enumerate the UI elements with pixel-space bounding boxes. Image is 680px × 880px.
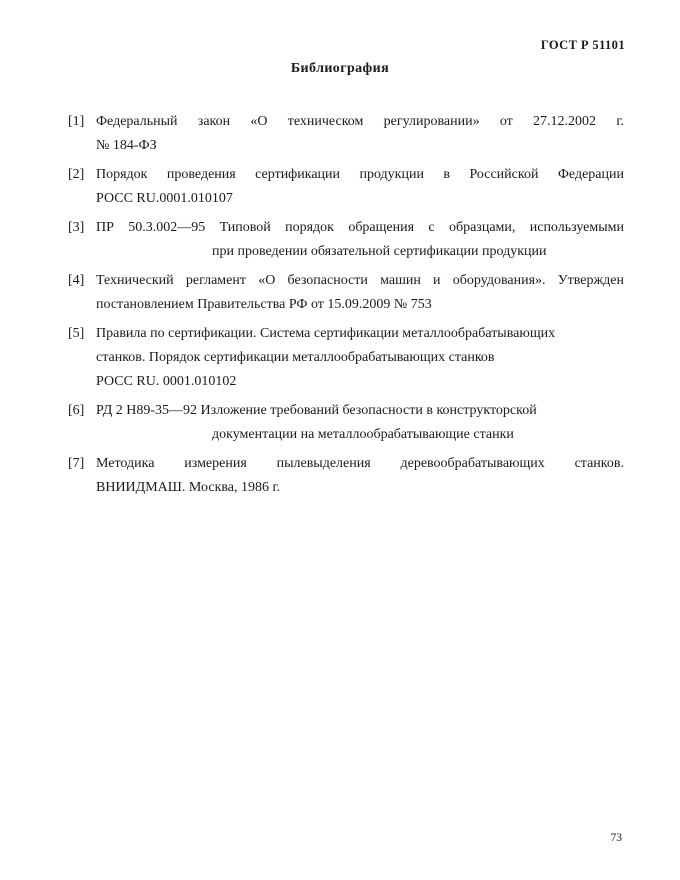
bibliography-list xyxy=(68,110,624,505)
entry-line: Федеральный закон «О техническом регулировании» от 27.12.2002 г. xyxy=(96,114,624,129)
entry-line: Технический регламент «О безопасности машин и оборудования». Утвержден xyxy=(96,273,624,288)
entry-line: № 184-ФЗ xyxy=(96,138,157,153)
entry-line: ВНИИДМАШ. Москва, 1986 г. xyxy=(96,480,281,495)
entry-line: при проведении обязательной сертификации продукции xyxy=(212,244,547,259)
entry-line: РД 2 Н89-35—92 Изложение требований безопасности в конструкторской xyxy=(96,403,537,418)
entry-line: постановлением Правительства РФ от 15.09.2009 № 753 xyxy=(96,297,432,312)
bibliography-entry-3 xyxy=(68,216,624,264)
entry-text xyxy=(96,452,624,500)
entry-line: документации на металлообрабатывающие станки xyxy=(212,427,514,442)
bibliography-entry-7 xyxy=(68,452,624,500)
entry-text xyxy=(96,110,624,158)
bibliography-entry-4 xyxy=(68,269,624,317)
entry-number: [5] xyxy=(68,326,85,341)
bibliography-entry-5 xyxy=(68,322,624,394)
entry-text xyxy=(96,269,624,317)
entry-number: [4] xyxy=(68,273,85,288)
page-title: Библиография xyxy=(290,61,390,76)
entry-number: [1] xyxy=(68,114,85,129)
bibliography-entry-2 xyxy=(68,163,624,211)
standard-code: ГОСТ Р 51101 xyxy=(540,38,625,52)
page-number: 73 xyxy=(610,832,622,844)
entry-line: РОСС RU. 0001.010102 xyxy=(96,374,237,389)
entry-line: Порядок проведения сертификации продукции в Российской Федерации xyxy=(96,167,624,182)
entry-number: [7] xyxy=(68,456,85,471)
entry-text xyxy=(96,163,624,211)
entry-line: Методика измерения пылевыделения деревообрабатывающих станков. xyxy=(96,456,624,471)
entry-number: [3] xyxy=(68,220,85,235)
entry-text xyxy=(96,399,624,447)
entry-number: [6] xyxy=(68,403,85,418)
entry-text xyxy=(96,322,624,394)
entry-line: ПР 50.3.002—95 Типовой порядок обращения с образцами, используемыми xyxy=(96,220,624,235)
entry-line: РОСС RU.0001.010107 xyxy=(96,191,233,206)
entry-text xyxy=(96,216,624,264)
entry-line: станков. Порядок сертификации металлообрабатывающих станков xyxy=(96,350,495,365)
bibliography-entry-6 xyxy=(68,399,624,447)
bibliography-entry-1 xyxy=(68,110,624,158)
entry-number: [2] xyxy=(68,167,85,182)
entry-line: Правила по сертификации. Система сертификации металлообрабатывающих xyxy=(96,326,556,341)
